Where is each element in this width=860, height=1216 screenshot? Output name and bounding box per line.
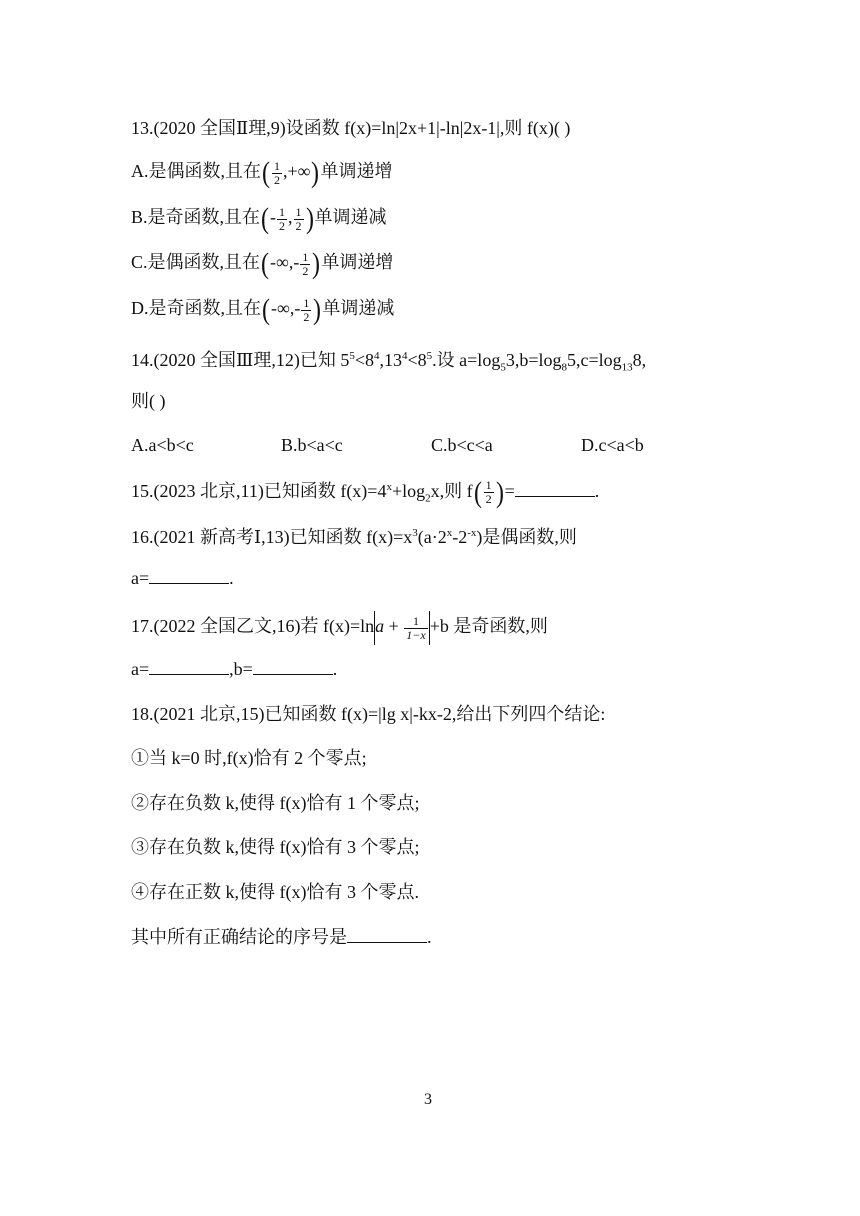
q15-stem: 15.(2023 北京,11)已知函数 $f(x)=4^x+\log_2x$,则 f( $\frac{1}{2}$ )= .: [131, 475, 600, 509]
q15-answer-blank: [515, 478, 595, 497]
q14-option-b: B.b<a<c: [281, 435, 343, 455]
q14-options: [131, 432, 644, 458]
q18-stem: 18.(2021 北京,15)已知函数 f(x)=|lg x|-kx-2,给出下列四个结论:: [131, 704, 606, 724]
q17-stem: 17.(2022 全国乙文,16)若 f(x)=lna + $\frac{1}{1-x}$ +b 是奇函数,则: [131, 611, 548, 645]
page-number: 3: [424, 1091, 432, 1108]
q18-item-2: ②存在负数 k,使得 f(x)恰有 1 个零点;: [131, 793, 420, 813]
q17-answer-blank-b: [253, 656, 333, 675]
q16-answer-line: a= .: [131, 565, 234, 591]
q16-answer-blank: [149, 565, 229, 584]
q16-stem: 16.(2021 新高考Ⅰ,13)已知函数 $f(x)=x^3(a\cdot 2^x-2^{-x})$是偶函数,则: [131, 527, 577, 547]
q14-option-a: A.a<b<c: [131, 435, 194, 455]
q17-answer-line: a= ,b= .: [131, 656, 337, 682]
q18-item-1: ①当 k=0 时,f(x)恰有 2 个零点;: [131, 748, 367, 768]
q13-option-a: A.是偶函数,且在( $\frac{1}{2}$ ,+∞)单调递增: [131, 156, 393, 189]
q14-stem: 14.(2020 全国Ⅲ理,12)已知 $5^5<8^4,13^4<8^5$.设 $a=\log_53,b=\log_85,c=\log_{13}8$,: [131, 350, 647, 374]
q13-option-d: D.是奇函数,且在(-∞,- $\frac{1}{2}$ )单调递减: [131, 293, 395, 326]
q14-option-c: C.b<c<a: [431, 435, 493, 455]
q14-option-d: D.c<a<b: [581, 435, 644, 455]
q14-stem-line2: 则( ): [131, 391, 166, 411]
q18-item-4: ④存在正数 k,使得 f(x)恰有 3 个零点.: [131, 882, 419, 902]
q13-option-b: B.是奇函数,且在(- $\frac{1}{2}$ , $\frac{1}{2}$ )单调递减: [131, 202, 387, 235]
q18-answer-blank: [347, 924, 427, 943]
q13-option-c: C.是偶函数,且在(-∞,- $\frac{1}{2}$ )单调递增: [131, 247, 394, 280]
q18-item-3: ③存在负数 k,使得 f(x)恰有 3 个零点;: [131, 837, 420, 857]
q18-final: 其中所有正确结论的序号是 .: [131, 924, 432, 950]
q13-stem: 13.(2020 全国Ⅱ理,9)设函数 f(x)=ln|2x+1|-ln|2x-1|,则 f(x)( ): [131, 118, 571, 138]
q17-answer-blank-a: [149, 656, 229, 675]
